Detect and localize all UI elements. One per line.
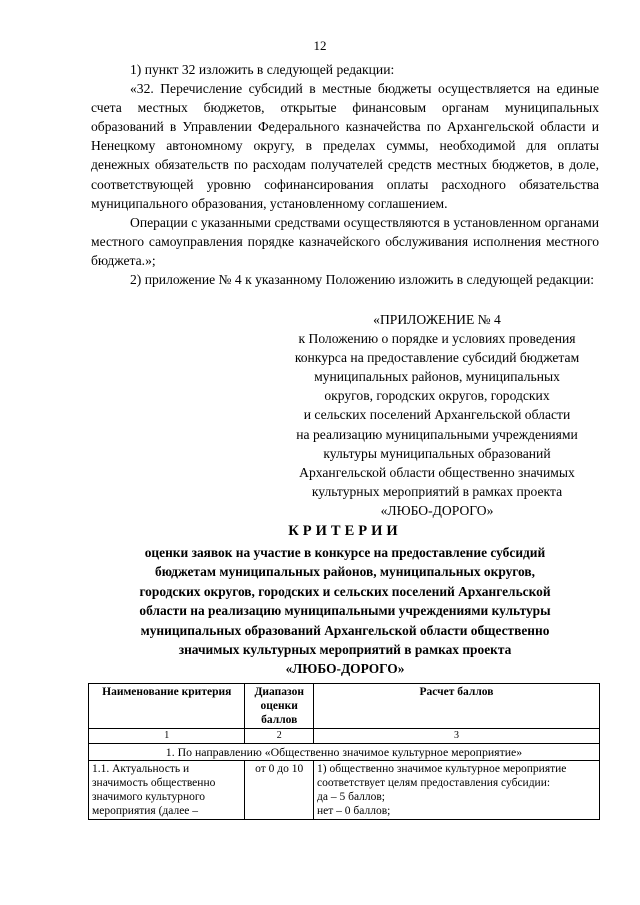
appendix-line: культуры муниципальных образований	[323, 445, 551, 461]
criteria-subtitle	[91, 543, 599, 679]
criteria-subtitle-line: «ЛЮБО-ДОРОГО»	[285, 661, 405, 677]
header-score-range: Диапазон оценки баллов	[245, 684, 314, 729]
criteria-subtitle-line: муниципальных образований Архангельской области общественно	[140, 622, 550, 638]
page-number: 12	[313, 38, 327, 53]
appendix-title: «ПРИЛОЖЕНИЕ № 4	[373, 312, 501, 327]
criteria-subtitle-line: области на реализацию муниципальными учреждениями культуры	[139, 603, 551, 619]
column-number: 2	[245, 729, 314, 744]
criteria-subtitle-line: городских округов, городских и сельских поселений Архангельской	[139, 583, 551, 599]
appendix-line: конкурса на предоставление субсидий бюджетам	[294, 350, 580, 366]
criteria-table	[88, 683, 600, 820]
criterion-name: 1.1. Актуальность и значимость общественно значимого культурного мероприятия (далее –	[89, 761, 245, 820]
criteria-title: КРИТЕРИИ	[288, 523, 402, 539]
body-text	[91, 60, 599, 289]
paragraph: «32. Перечисление субсидий в местные бюджеты осуществляется на единые счета местных бюджетов, открытые финансовым органам муниципальных образований в Управлении Федерального казначейства по Архангельской области и Ненецкому автономному округу, в пределах суммы, необходимой для оплаты денежных обязательств по расходам получателей средств местных бюджетов, в доле, соответствующей уровню софинансирования оплаты расходного обязательства муниципального образования, установленному соглашением.	[91, 81, 599, 211]
appendix-line: к Положению о порядке и условиях проведения	[298, 331, 576, 347]
paragraph: 1) пункт 32 изложить в следующей редакции:	[130, 62, 395, 77]
criteria-subtitle-line: оценки заявок на участие в конкурсе на предоставление субсидий	[144, 545, 546, 560]
calc-line: да – 5 баллов;	[317, 791, 386, 803]
appendix-line: муниципальных районов, муниципальных	[314, 369, 560, 385]
calc-line: нет – 0 баллов;	[317, 805, 391, 817]
table-header-row	[89, 684, 600, 729]
appendix-line: и сельских поселений Архангельской области	[303, 407, 571, 423]
appendix-line: «ЛЮБО-ДОРОГО»	[380, 502, 494, 518]
column-number: 1	[89, 729, 245, 744]
column-number: 3	[314, 729, 600, 744]
appendix-line: Архангельской области общественно значимых	[299, 464, 575, 480]
section-title: 1. По направлению «Общественно значимое культурное мероприятие»	[89, 744, 600, 761]
criteria-subtitle-line: значимых культурных мероприятий в рамках проекта	[178, 642, 512, 658]
table-section-row	[89, 744, 600, 761]
appendix-line: округов, городских округов, городских	[324, 388, 550, 404]
criteria-subtitle-line: бюджетам муниципальных районов, муниципальных округов,	[155, 564, 535, 580]
header-score-calc: Расчет баллов	[314, 684, 600, 729]
table-row	[89, 761, 600, 820]
paragraph: Операции с указанными средствами осуществляются в установленном органами местного самоуправления порядке казначейского обслуживания исполнения местного бюджета.»;	[91, 214, 599, 268]
score-range: от 0 до 10	[245, 761, 314, 820]
appendix-heading	[278, 310, 596, 520]
calc-line: 1) общественно значимое культурное мероприятие соответствует целям предоставления субсидии:	[317, 763, 567, 789]
appendix-line: культурных мероприятий в рамках проекта	[311, 483, 563, 499]
score-calculation	[314, 761, 600, 820]
table-column-numbers	[89, 729, 600, 744]
header-criterion-name: Наименование критерия	[89, 684, 245, 729]
paragraph: 2) приложение № 4 к указанному Положению изложить в следующей редакции:	[130, 272, 595, 288]
appendix-line: на реализацию муниципальными учреждениями	[296, 426, 578, 442]
